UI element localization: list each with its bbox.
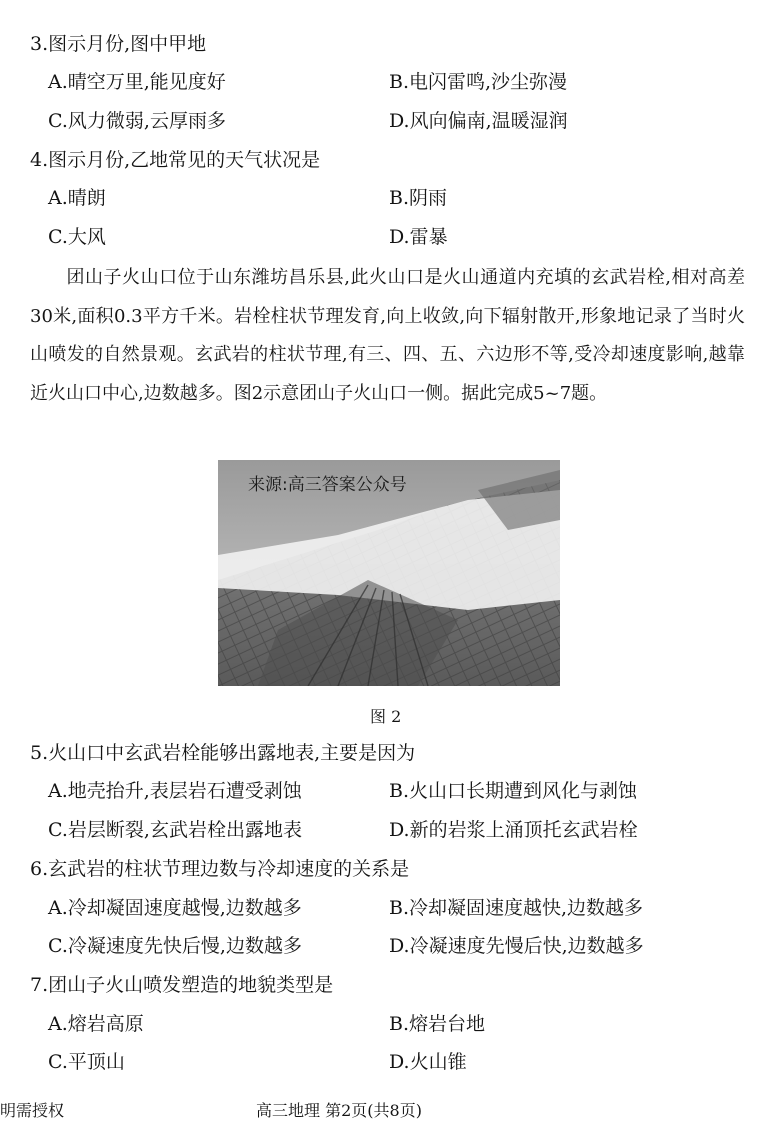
question-5-option-c: C.岩层断裂,玄武岩栓出露地表 bbox=[48, 819, 302, 841]
question-4-option-a: A.晴朗 bbox=[48, 187, 106, 209]
question-7-option-c: C.平顶山 bbox=[48, 1051, 125, 1073]
question-7-stem: 7.团山子火山喷发塑造的地貌类型是 bbox=[30, 974, 334, 996]
figure-source-label: 来源:高三答案公众号 bbox=[248, 475, 407, 495]
footer-left-text: 明需授权 bbox=[0, 1101, 65, 1120]
figure-2-caption: 图 2 bbox=[370, 707, 402, 726]
question-4-stem: 4.图示月份,乙地常见的天气状况是 bbox=[30, 149, 321, 171]
question-3-option-b: B.电闪雷鸣,沙尘弥漫 bbox=[389, 71, 568, 93]
question-4-option-d: D.雷暴 bbox=[389, 226, 448, 248]
question-6-option-d: D.冷凝速度先慢后快,边数越多 bbox=[389, 935, 644, 957]
question-5-option-a: A.地壳抬升,表层岩石遭受剥蚀 bbox=[48, 780, 302, 802]
question-6-option-b: B.冷却凝固速度越快,边数越多 bbox=[389, 897, 644, 919]
question-7-option-b: B.熔岩台地 bbox=[389, 1013, 486, 1035]
question-7-option-a: A.熔岩高原 bbox=[48, 1013, 144, 1035]
reading-passage bbox=[30, 259, 745, 413]
question-4-option-b: B.阴雨 bbox=[389, 187, 448, 209]
question-6-stem: 6.玄武岩的柱状节理边数与冷却速度的关系是 bbox=[30, 858, 410, 880]
question-3-option-d: D.风向偏南,温暖湿润 bbox=[389, 110, 568, 132]
question-5-stem: 5.火山口中玄武岩栓能够出露地表,主要是因为 bbox=[30, 742, 416, 764]
question-3-option-a: A.晴空万里,能见度好 bbox=[48, 71, 226, 93]
question-5-option-d: D.新的岩浆上涌顶托玄武岩栓 bbox=[389, 819, 638, 841]
question-3-stem: 3.图示月份,图中甲地 bbox=[30, 33, 207, 55]
question-5-option-b: B.火山口长期遭到风化与剥蚀 bbox=[389, 780, 638, 802]
question-4-option-c: C.大风 bbox=[48, 226, 106, 248]
question-7-option-d: D.火山锥 bbox=[389, 1051, 467, 1073]
passage-text: 团山子火山口位于山东潍坊昌乐县,此火山口是火山通道内充填的玄武岩栓,相对高差30米,面积0.3平方千米。岩栓柱状节理发育,向上收敛,向下辐射散开,形象地记录了当时火山喷发的自然景观。玄武岩的柱状节理,有三、四、五、六边形不等,受冷却速度影响,越靠近火山口中心,边数越多。图2示意团山子火山口一侧。据此完成5~7题。 bbox=[30, 267, 745, 404]
page-footer: 高三地理 第2页(共8页) bbox=[256, 1101, 422, 1120]
question-3-option-c: C.风力微弱,云厚雨多 bbox=[48, 110, 226, 132]
question-6-option-a: A.冷却凝固速度越慢,边数越多 bbox=[48, 897, 302, 919]
question-6-option-c: C.冷凝速度先快后慢,边数越多 bbox=[48, 935, 302, 957]
